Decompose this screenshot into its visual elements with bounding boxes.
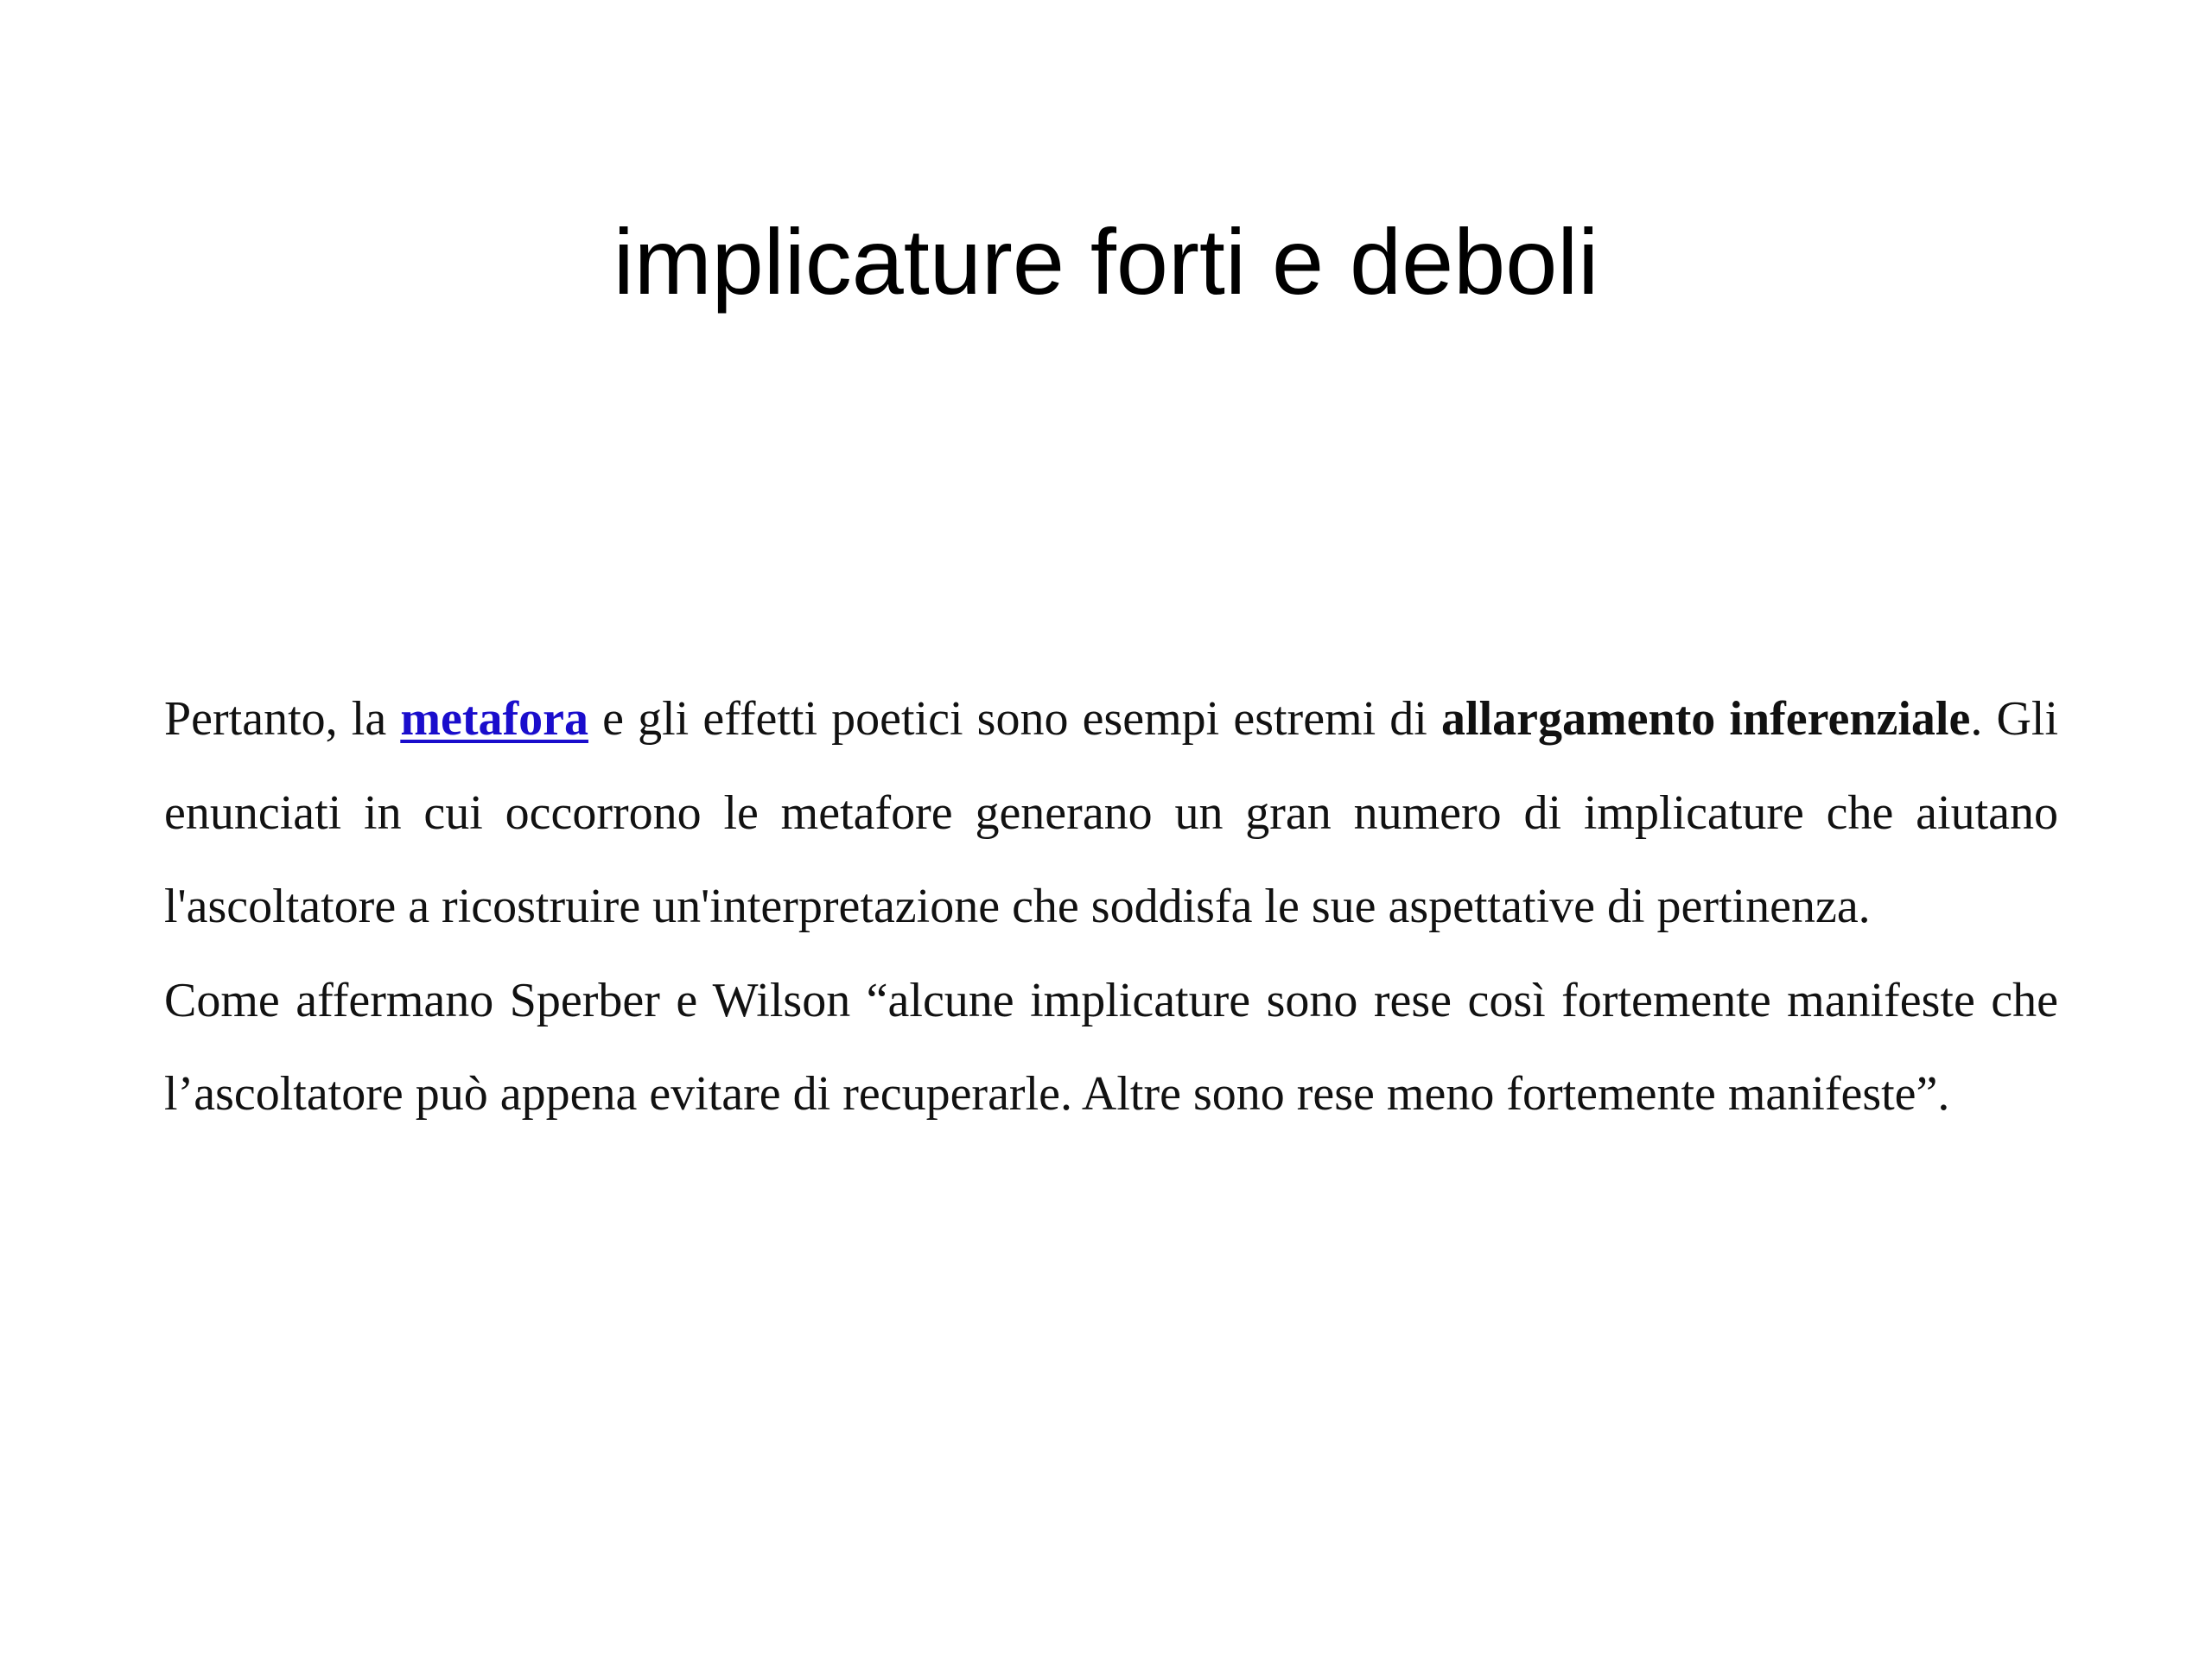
- bold-term-allargamento-inferenziale: allargamento inferenziale: [1441, 692, 1971, 746]
- paragraph-sperber-wilson-quote: Come affermano Sperber e Wilson “alcune implicature sono rese così fortemente manifeste che l’ascoltatore può appena evitare di recuperarle. Altre sono rese meno fortemente manifeste”.: [164, 973, 2058, 1121]
- metafora-link[interactable]: metafora: [400, 692, 588, 746]
- paragraph-tail: . Gli enunciati in cui occorrono le metafore generano un gran numero di implicature che aiutano l'ascoltatore a ricostruire un'interpretazione che soddisfa le sue aspettative di pertinenza.: [164, 692, 2059, 933]
- slide-title: implicature forti e deboli: [613, 209, 1599, 314]
- paragraph-lead: Pertanto, la: [164, 692, 401, 746]
- paragraph-metafora: [164, 672, 2058, 954]
- paragraph-mid: e gli effetti poetici sono esempi estremi di: [588, 692, 1442, 746]
- slide-body: [164, 672, 2058, 1141]
